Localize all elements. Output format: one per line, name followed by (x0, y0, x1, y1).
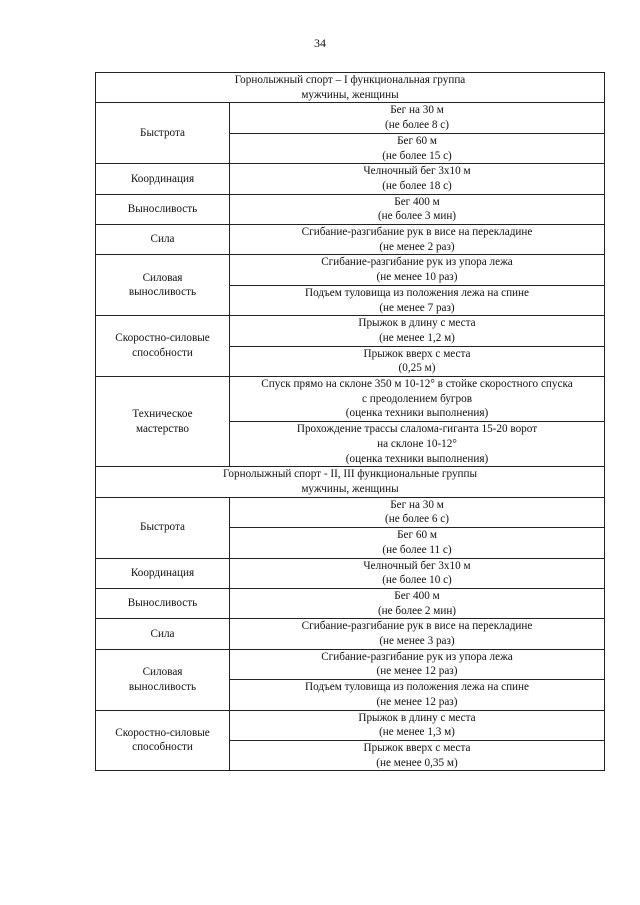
test-cell (230, 649, 605, 679)
text-line: (не более 8 с) (384, 119, 449, 132)
table-row (96, 225, 605, 255)
table-row (96, 497, 605, 527)
table-row (96, 619, 605, 649)
section-title (96, 73, 605, 103)
text-line: Прыжок вверх с места (363, 347, 471, 360)
text-line: Быстрота (140, 521, 185, 534)
text-line: Сила (150, 233, 175, 246)
text-line: Силовая (142, 665, 183, 678)
text-line: Техническое (132, 407, 193, 420)
text-line: (не менее 12 раз) (376, 665, 458, 678)
text-line: Бег на 30 м (390, 104, 444, 117)
quality-cell (96, 497, 230, 558)
text-line: (не менее 12 раз) (376, 695, 458, 708)
table-row (96, 194, 605, 224)
text-line: (не более 11 с) (382, 543, 452, 556)
text-line: Сгибание-разгибание рук из упора лежа (321, 256, 513, 269)
quality-cell (96, 316, 230, 377)
page-number: 34 (314, 36, 326, 50)
test-cell (230, 164, 605, 194)
test-cell (230, 588, 605, 618)
test-cell (230, 285, 605, 315)
table-row (96, 316, 605, 346)
text-line: (не менее 1,3 м) (379, 726, 455, 739)
text-line: Челночный бег 3х10 м (363, 165, 471, 178)
quality-cell (96, 558, 230, 588)
quality-cell (96, 619, 230, 649)
quality-cell (96, 225, 230, 255)
test-cell (230, 133, 605, 163)
text-line: мужчины, женщины (301, 482, 399, 495)
text-line: Сгибание-разгибание рук в висе на перекладине (301, 620, 533, 633)
text-line: (не менее 2 раз) (379, 240, 455, 253)
table-row (96, 255, 605, 285)
test-cell (230, 680, 605, 710)
text-line: Силовая (142, 271, 183, 284)
text-line: Бег на 30 м (390, 498, 444, 511)
text-line: Скоростно-силовые (115, 332, 210, 345)
table-row (96, 710, 605, 740)
quality-cell (96, 588, 230, 618)
text-line: Скоростно-силовые (115, 726, 210, 739)
text-line: Сила (150, 627, 175, 640)
text-line: Прыжок в длину с места (358, 317, 476, 330)
text-line: выносливость (128, 286, 197, 299)
quality-cell (96, 649, 230, 710)
text-line: Выносливость (127, 202, 198, 215)
test-cell (230, 710, 605, 740)
text-line: способности (132, 347, 193, 360)
text-line: Бег 60 м (397, 529, 437, 542)
text-line: (не менее 0,35 м) (376, 756, 458, 769)
text-line: Координация (130, 172, 195, 185)
test-cell (230, 528, 605, 558)
test-cell (230, 194, 605, 224)
text-line: (не более 10 с) (382, 574, 452, 587)
table-row (96, 103, 605, 133)
standards-table (95, 72, 605, 771)
text-line: способности (132, 741, 193, 754)
test-cell (230, 377, 605, 422)
text-line: (не более 18 с) (382, 179, 452, 192)
text-line: (не менее 7 раз) (379, 301, 455, 314)
text-line: Сгибание-разгибание рук из упора лежа (321, 650, 513, 663)
test-cell (230, 103, 605, 133)
text-line: (0,25 м) (398, 362, 436, 375)
text-line: (не более 3 мин) (377, 210, 457, 223)
text-line: Прыжок вверх с места (363, 741, 471, 754)
text-line: Бег 400 м (394, 589, 440, 602)
text-line: Прохождение трассы слалома-гиганта 15-20 ворот (296, 423, 538, 436)
text-line: мастерство (135, 422, 190, 435)
text-line: Сгибание-разгибание рук в висе на перекладине (301, 226, 533, 239)
text-line: Подъем туловища из положения лежа на спине (304, 286, 530, 299)
test-cell (230, 225, 605, 255)
quality-cell (96, 103, 230, 164)
text-line: (не менее 3 раз) (379, 635, 455, 648)
quality-cell (96, 377, 230, 467)
text-line: (не более 2 мин) (377, 604, 457, 617)
table-row (96, 377, 605, 422)
text-line: Выносливость (127, 597, 198, 610)
text-line: с преодолением бугров (361, 392, 472, 405)
test-cell (230, 740, 605, 770)
test-cell (230, 422, 605, 467)
test-cell (230, 255, 605, 285)
table-row (96, 588, 605, 618)
text-line: (оценка техники выполнения) (345, 407, 489, 420)
text-line: Горнолыжный спорт – I функциональная группа (234, 74, 466, 86)
test-cell (230, 558, 605, 588)
table-row (96, 164, 605, 194)
section-header-row (96, 467, 605, 497)
table-row (96, 649, 605, 679)
text-line: Прыжок в длину с места (358, 711, 476, 724)
text-line: (не менее 10 раз) (376, 271, 458, 284)
test-cell (230, 497, 605, 527)
test-cell (230, 346, 605, 376)
section-title (96, 467, 605, 497)
text-line: выносливость (128, 680, 197, 693)
text-line: (не менее 1,2 м) (379, 331, 455, 344)
text-line: Горнолыжный спорт - II, III функциональные группы (222, 468, 478, 481)
quality-cell (96, 710, 230, 771)
section-header-row (96, 73, 605, 103)
quality-cell (96, 194, 230, 224)
text-line: (не более 15 с) (382, 149, 452, 162)
test-cell (230, 316, 605, 346)
text-line: Координация (130, 566, 195, 579)
text-line: Быстрота (140, 126, 185, 139)
text-line: Бег 400 м (394, 195, 440, 208)
text-line: на склоне 10-12° (377, 437, 457, 450)
text-line: Спуск прямо на склоне 350 м 10-12° в стойке скоростного спуска (261, 378, 573, 391)
quality-cell (96, 255, 230, 316)
text-line: мужчины, женщины (301, 88, 399, 101)
text-line: Бег 60 м (397, 134, 437, 147)
text-line: Челночный бег 3х10 м (363, 559, 471, 572)
text-line: (оценка техники выполнения) (345, 452, 489, 465)
test-cell (230, 619, 605, 649)
text-line: (не более 6 с) (384, 513, 449, 526)
quality-cell (96, 164, 230, 194)
table-row (96, 558, 605, 588)
text-line: Подъем туловища из положения лежа на спине (304, 681, 530, 694)
